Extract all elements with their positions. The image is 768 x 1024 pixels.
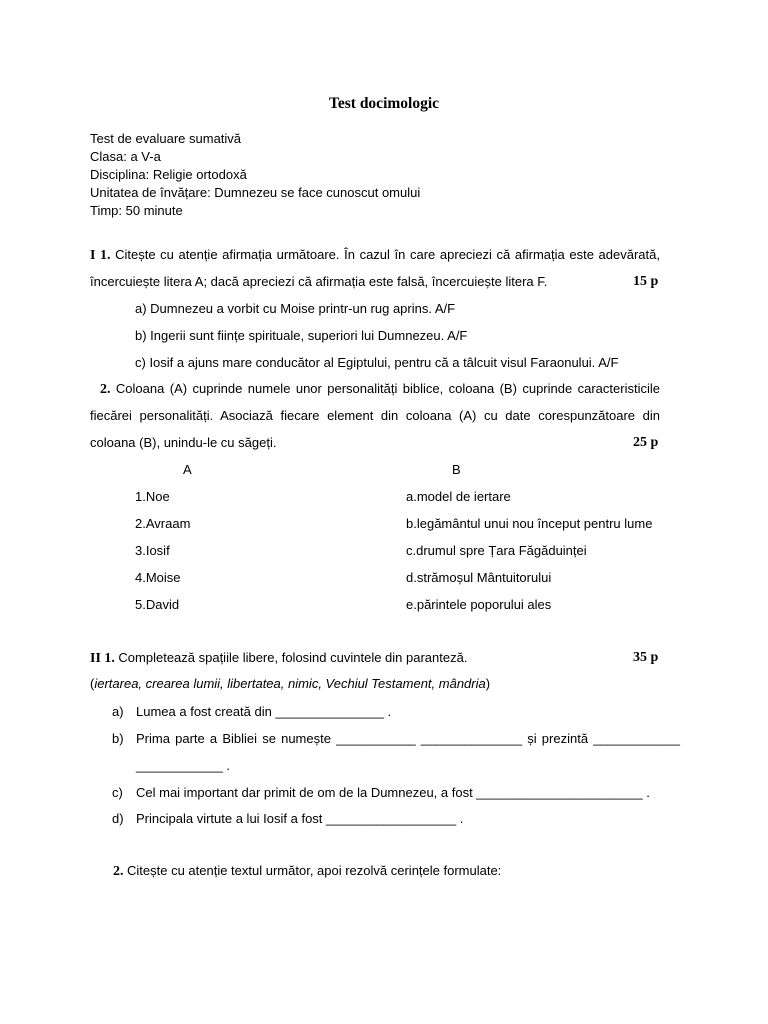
word-bank xyxy=(90,675,490,693)
column-a-item: 3.Iosif xyxy=(135,543,170,558)
points-label: 35 p xyxy=(633,650,659,665)
column-a-item: 4.Moise xyxy=(135,570,181,585)
fill-in-item: Cel mai important dar primit de om de la Dumnezeu, a fost _______________________ . xyxy=(136,785,650,800)
question-text xyxy=(113,862,501,881)
statement-item: a) Dumnezeu a vorbit cu Moise printr-un rug aprins. A/F xyxy=(135,301,456,316)
question-text xyxy=(100,380,660,399)
question-line: coloana (B), unindu-le cu săgeți. xyxy=(90,435,277,450)
fill-in-item: Prima parte a Bibliei se numește ___________ ______________ și prezintă ____________ xyxy=(136,731,680,746)
question-number: 2. xyxy=(100,382,111,397)
statement-item: b) Ingerii sunt ființe spirituale, superiori lui Dumnezeu. A/F xyxy=(135,328,468,343)
column-a-item: 2.Avraam xyxy=(135,516,191,531)
header-line: Disciplina: Religie ortodoxă xyxy=(90,167,247,182)
header-line: Test de evaluare sumativă xyxy=(90,131,242,146)
word-bank-words: iertarea, crearea lumii, libertatea, nimic, Vechiul Testament, mândria xyxy=(94,676,486,691)
column-b-item: c.drumul spre Țara Făgăduinței xyxy=(406,543,587,558)
fill-in-continuation: ____________ . xyxy=(136,758,230,773)
question-line: fiecărei personalități. Asociază fiecare element din coloana (A) cu date corespunzătoare din xyxy=(90,408,660,423)
item-label: d) xyxy=(112,811,124,826)
paren-close: ) xyxy=(485,676,491,691)
document-title: Test docimologic xyxy=(328,95,440,112)
header-line: Clasa: a V-a xyxy=(90,149,161,164)
question-line: Coloana (A) cuprinde numele unor personalități biblice, coloana (B) cuprinde caracteristicile xyxy=(115,381,660,396)
points-label: 25 p xyxy=(633,435,659,450)
item-label: c) xyxy=(112,785,123,800)
column-b-item: a.model de iertare xyxy=(406,489,511,504)
column-a-header: A xyxy=(183,462,192,477)
question-line: Citește cu atenție afirmația următoare. În cazul în care apreciezi că afirmația este adevărată, xyxy=(115,247,660,262)
column-a-item: 1.Noe xyxy=(135,489,170,504)
question-number: 2. xyxy=(113,864,124,879)
column-b-header: B xyxy=(452,462,461,477)
header-line: Timp: 50 minute xyxy=(90,203,183,218)
question-line: încercuiește litera A; dacă apreciezi că afirmația este falsă, încercuiește litera F. xyxy=(90,274,548,289)
column-b-item: e.părintele poporului ales xyxy=(406,597,552,612)
fill-in-item: Lumea a fost creată din _______________ . xyxy=(136,704,392,719)
column-b-item: b.legământul unui nou început pentru lume xyxy=(406,516,653,531)
question-text xyxy=(90,649,467,668)
question-number: I 1. xyxy=(90,248,111,263)
question-text xyxy=(90,246,660,265)
fill-in-item: Principala virtute a lui Iosif a fost __________________ . xyxy=(136,811,464,826)
column-b-item: d.strămoșul Mântuitorului xyxy=(406,570,552,585)
statement-item: c) Iosif a ajuns mare conducător al Egiptului, pentru că a tâlcuit visul Faraonului. A/F xyxy=(135,355,619,370)
header-line: Unitatea de învățare: Dumnezeu se face cunoscut omului xyxy=(90,185,421,200)
question-number: II 1. xyxy=(90,651,115,666)
question-line: Citește cu atenție textul următor, apoi rezolvă cerințele formulate: xyxy=(127,863,502,878)
item-label: a) xyxy=(112,704,124,719)
points-label: 15 p xyxy=(633,274,659,289)
column-a-item: 5.David xyxy=(135,597,180,612)
paren-open: ( xyxy=(90,676,95,691)
question-line: Completează spațiile libere, folosind cuvintele din paranteză. xyxy=(118,650,468,665)
item-label: b) xyxy=(112,731,124,746)
